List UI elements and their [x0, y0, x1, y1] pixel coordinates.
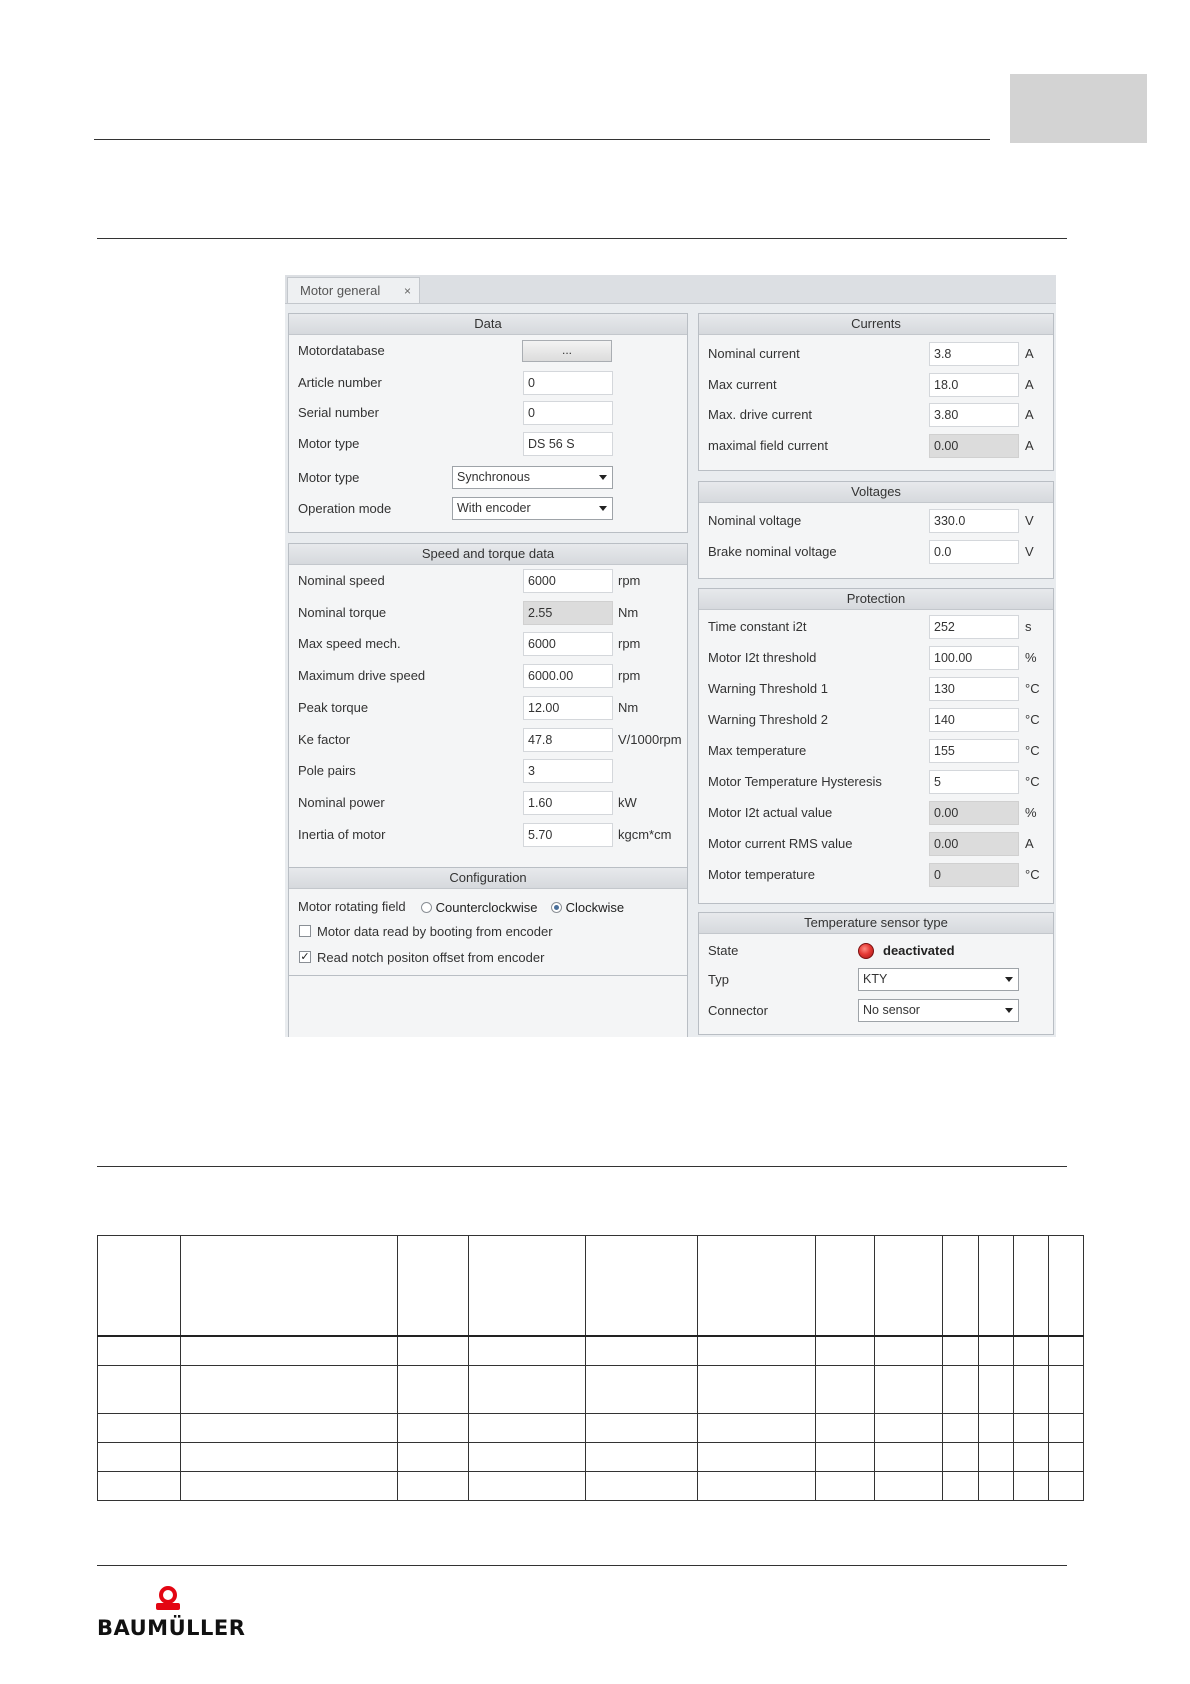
table-cell [816, 1414, 875, 1443]
table-header-cell [1049, 1236, 1084, 1337]
nominal-power-unit: kW [618, 794, 637, 810]
table-cell [181, 1414, 398, 1443]
table-cell [98, 1414, 181, 1443]
sensor-typ-dropdown[interactable] [858, 968, 1019, 991]
table-cell [979, 1336, 1014, 1366]
warning-threshold-2-field[interactable]: 140 [929, 708, 1019, 732]
chapter-tab-box [1010, 74, 1147, 143]
motor-temperature-unit: °C [1025, 867, 1040, 882]
motor-temperature-row [699, 862, 1053, 888]
max-current-field[interactable]: 18.0 [929, 373, 1019, 397]
max-temperature-label: Max temperature [708, 743, 807, 758]
peak-torque-row [289, 695, 687, 721]
warning-threshold-1-field[interactable]: 130 [929, 677, 1019, 701]
table-cell [943, 1366, 979, 1414]
motor-type-text-field[interactable]: DS 56 S [523, 432, 613, 456]
table-cell [1049, 1414, 1084, 1443]
brake-nominal-voltage-unit: V [1025, 544, 1034, 559]
nominal-speed-row [289, 568, 687, 594]
motor-temperature-hysteresis-label: Motor Temperature Hysteresis [708, 774, 882, 789]
sensor-state-label: State [708, 943, 739, 958]
table-cell [1014, 1443, 1049, 1472]
maximum-drive-speed-row [289, 663, 687, 689]
table-cell [979, 1443, 1014, 1472]
chevron-down-icon [1005, 977, 1013, 982]
nominal-speed-unit: rpm [618, 573, 641, 588]
table-cell [698, 1366, 816, 1414]
time-constant-i2t-field[interactable]: 252 [929, 615, 1019, 639]
motor-temperature-hysteresis-field[interactable]: 5 [929, 770, 1019, 794]
nominal-voltage-unit: V [1025, 513, 1034, 528]
baumuller-logo-icon [154, 1585, 182, 1613]
table-cell [586, 1336, 698, 1366]
operation-mode-row [289, 496, 687, 522]
warning-threshold-2-label: Warning Threshold 2 [708, 712, 828, 727]
operation-mode-dropdown-value: With encoder [457, 501, 531, 515]
time-constant-i2t-row [699, 614, 1053, 640]
status-led-icon [858, 943, 874, 959]
sensor-connector-label: Connector [708, 1003, 768, 1018]
table-cell [875, 1336, 943, 1366]
motor-type-select-label: Motor type [298, 470, 360, 485]
table-cell [469, 1472, 586, 1501]
table-cell [98, 1336, 181, 1366]
nominal-torque-field: 2.55 [523, 601, 613, 625]
table-cell [875, 1443, 943, 1472]
motordatabase-browse-button[interactable]: ... [522, 340, 612, 362]
table-cell [698, 1443, 816, 1472]
table-header-cell [816, 1236, 875, 1337]
table-cell [1049, 1443, 1084, 1472]
warning-threshold-2-unit: °C [1025, 712, 1040, 727]
chevron-down-icon [1005, 1008, 1013, 1013]
nominal-voltage-field[interactable]: 330.0 [929, 509, 1019, 533]
table-cell [181, 1443, 398, 1472]
warning-threshold-1-label: Warning Threshold 1 [708, 681, 828, 696]
footer-rule [97, 1565, 1067, 1566]
warning-threshold-1-unit: °C [1025, 681, 1040, 696]
table-header-cell [398, 1236, 469, 1337]
maximal-field-current-label: maximal field current [708, 438, 828, 454]
ccw-label: Counterclockwise [435, 900, 538, 915]
configuration-group-title: Configuration [289, 868, 687, 889]
table-cell [398, 1366, 469, 1414]
motor-i2t-threshold-field[interactable]: 100.00 [929, 646, 1019, 670]
motor-temperature-field: 0 [929, 863, 1019, 887]
table-header-cell [943, 1236, 979, 1337]
article-number-label: Article number [298, 375, 382, 390]
table-cell [98, 1443, 181, 1472]
table-row [98, 1414, 1084, 1443]
table-cell [1049, 1366, 1084, 1414]
cw-label: Clockwise [565, 900, 625, 915]
motor-type-text-row [289, 431, 687, 457]
table-cell [875, 1472, 943, 1501]
nominal-voltage-row [699, 508, 1053, 534]
protection-group-title: Protection [699, 589, 1053, 610]
maximal-field-current-field: 0.00 [929, 434, 1019, 458]
max-drive-current-field[interactable]: 3.80 [929, 403, 1019, 427]
table-cell [979, 1472, 1014, 1501]
table-header-cell [698, 1236, 816, 1337]
motor-type-text-label: Motor type [298, 436, 360, 451]
nominal-power-label: Nominal power [298, 794, 385, 810]
table-row [98, 1472, 1084, 1501]
tab-label: Motor general [300, 283, 381, 298]
table-cell [875, 1366, 943, 1414]
motor-i2t-actual-value-row [699, 800, 1053, 826]
warning-threshold-1-row [699, 676, 1053, 702]
cw-radio-option[interactable] [551, 900, 624, 915]
section-rule-top [97, 238, 1067, 239]
temperature-sensor-group [698, 912, 1054, 1035]
table-cell [943, 1443, 979, 1472]
sensor-typ-value: KTY [863, 972, 888, 986]
motor-i2t-actual-value-label: Motor I2t actual value [708, 805, 833, 820]
pole-pairs-field[interactable]: 3 [523, 759, 613, 783]
sensor-typ-row [699, 967, 1053, 993]
nominal-current-row [699, 341, 1053, 367]
table-cell [398, 1472, 469, 1501]
nominal-torque-row [289, 600, 687, 626]
table-row [98, 1336, 1084, 1366]
table-cell [816, 1366, 875, 1414]
chevron-down-icon [599, 506, 607, 511]
motor-i2t-threshold-unit: % [1025, 650, 1037, 665]
pole-pairs-row [289, 758, 687, 784]
table-cell [398, 1443, 469, 1472]
peak-torque-unit: Nm [618, 699, 639, 715]
peak-torque-label: Peak torque [298, 699, 369, 715]
table-cell [586, 1443, 698, 1472]
currents-group-title: Currents [699, 314, 1053, 335]
table-cell [1014, 1472, 1049, 1501]
motor-i2t-threshold-row [699, 645, 1053, 671]
table-row [98, 1366, 1084, 1414]
table-cell [816, 1443, 875, 1472]
ke-factor-row [289, 727, 687, 753]
motor-type-dropdown[interactable] [452, 466, 613, 489]
max-drive-current-row [699, 402, 1053, 428]
table-row [98, 1443, 1084, 1472]
table-cell [1049, 1336, 1084, 1366]
sensor-state-value: deactivated [883, 943, 955, 958]
motor-type-select-row [289, 465, 687, 491]
brand-logo-text: BAUMÜLLER [97, 1616, 246, 1640]
maximum-drive-speed-label: Maximum drive speed [298, 668, 426, 684]
table-cell [1049, 1472, 1084, 1501]
table-cell [979, 1366, 1014, 1414]
close-icon[interactable]: × [403, 284, 411, 298]
table-cell [469, 1443, 586, 1472]
brake-nominal-voltage-field[interactable]: 0.0 [929, 540, 1019, 564]
protection-group [698, 588, 1054, 904]
article-number-field[interactable]: 0 [523, 371, 613, 395]
max-temperature-field[interactable]: 155 [929, 739, 1019, 763]
max-current-row [699, 372, 1053, 398]
table-header-cell [1014, 1236, 1049, 1337]
data-group [288, 313, 688, 533]
table-header-cell [979, 1236, 1014, 1337]
table-cell [816, 1472, 875, 1501]
time-constant-i2t-unit: s [1025, 619, 1032, 634]
max-temperature-row [699, 738, 1053, 764]
operation-mode-label: Operation mode [298, 501, 392, 516]
nominal-speed-field[interactable]: 6000 [523, 569, 613, 593]
motor-general-screenshot [285, 275, 1056, 1037]
inertia-of-motor-unit: kgcm*cm [618, 826, 672, 842]
time-constant-i2t-label: Time constant i2t [708, 619, 807, 634]
table-header-cell [875, 1236, 943, 1337]
tab-motor-general[interactable] [287, 277, 420, 303]
maximum-drive-speed-unit: rpm [618, 668, 641, 684]
peak-torque-field[interactable]: 12.00 [523, 696, 613, 720]
table-cell [181, 1366, 398, 1414]
motor-i2t-actual-value-unit: % [1025, 805, 1037, 820]
motor-temperature-hysteresis-unit: °C [1025, 774, 1040, 789]
tab-bar [285, 275, 1056, 304]
ccw-radio[interactable] [421, 902, 432, 913]
pole-pairs-label: Pole pairs [298, 763, 356, 779]
table-header-row [98, 1236, 1084, 1337]
voltages-group [698, 481, 1054, 579]
brake-nominal-voltage-row [699, 539, 1053, 565]
ke-factor-field[interactable]: 47.8 [523, 728, 613, 752]
sensor-connector-dropdown[interactable] [858, 999, 1019, 1022]
table-cell [698, 1414, 816, 1443]
table-cell [181, 1336, 398, 1366]
max-drive-current-label: Max. drive current [708, 407, 813, 423]
rotating-field-row [289, 894, 687, 920]
sensor-typ-label: Typ [708, 972, 729, 987]
voltages-group-title: Voltages [699, 482, 1053, 503]
ke-factor-unit: V/1000rpm [618, 731, 682, 747]
sensor-connector-value: No sensor [863, 1003, 920, 1017]
check2-row [289, 945, 687, 971]
table-cell [98, 1366, 181, 1414]
motor-current-rms-value-label: Motor current RMS value [708, 836, 853, 851]
table-header-cell [181, 1236, 398, 1337]
table-cell [586, 1366, 698, 1414]
motor-type-dropdown-value: Synchronous [457, 470, 530, 484]
check1-row [289, 919, 687, 945]
ccw-radio-option[interactable] [421, 900, 538, 915]
nominal-power-row [289, 790, 687, 816]
header-rule [94, 139, 990, 140]
motordatabase-row [289, 338, 687, 364]
motor-current-rms-value-unit: A [1025, 836, 1034, 851]
read-notch-offset-checkbox[interactable]: ✓ [300, 951, 310, 963]
motor-data-boot-checkbox[interactable] [299, 925, 311, 937]
maximal-field-current-unit: A [1025, 438, 1034, 454]
temperature-sensor-group-title: Temperature sensor type [699, 913, 1053, 934]
table-cell [943, 1336, 979, 1366]
inertia-of-motor-label: Inertia of motor [298, 826, 386, 842]
max-temperature-unit: °C [1025, 743, 1040, 758]
motor-i2t-threshold-label: Motor I2t threshold [708, 650, 817, 665]
inertia-of-motor-row [289, 822, 687, 848]
nominal-current-unit: A [1025, 346, 1034, 361]
nominal-power-field[interactable]: 1.60 [523, 791, 613, 815]
nominal-torque-unit: Nm [618, 604, 639, 620]
table-cell [469, 1414, 586, 1443]
cw-radio[interactable] [551, 902, 562, 913]
table-cell [469, 1336, 586, 1366]
maximum-drive-speed-field[interactable]: 6000.00 [523, 664, 613, 688]
max-current-label: Max current [708, 376, 777, 392]
table-cell [1014, 1336, 1049, 1366]
serial-number-row [289, 400, 687, 426]
motor-temperature-hysteresis-row [699, 769, 1053, 795]
nominal-current-field[interactable]: 3.8 [929, 342, 1019, 366]
table-cell [979, 1414, 1014, 1443]
speed-torque-group-title: Speed and torque data [289, 544, 687, 565]
nominal-voltage-label: Nominal voltage [708, 513, 802, 528]
table-header-cell [98, 1236, 181, 1337]
motordatabase-label: Motordatabase [298, 343, 385, 358]
article-number-row [289, 370, 687, 396]
table-cell [98, 1472, 181, 1501]
table-cell [1014, 1414, 1049, 1443]
maximal-field-current-row [699, 433, 1053, 459]
table-cell [816, 1336, 875, 1366]
table-cell [698, 1472, 816, 1501]
motor-data-boot-label: Motor data read by booting from encoder [317, 924, 553, 939]
table-cell [1014, 1366, 1049, 1414]
table-cell [398, 1336, 469, 1366]
warning-threshold-2-row [699, 707, 1053, 733]
nominal-torque-label: Nominal torque [298, 604, 387, 620]
read-notch-offset-label: Read notch positon offset from encoder [317, 950, 545, 965]
nominal-speed-label: Nominal speed [298, 573, 385, 588]
max-current-unit: A [1025, 376, 1034, 392]
serial-number-label: Serial number [298, 405, 379, 420]
max-speed-mech-field[interactable]: 6000 [523, 632, 613, 656]
motor-temperature-label: Motor temperature [708, 867, 815, 882]
max-speed-mech-row [289, 631, 687, 657]
table-cell [181, 1472, 398, 1501]
serial-number-field[interactable]: 0 [523, 401, 613, 425]
table-cell [943, 1414, 979, 1443]
table-header-cell [586, 1236, 698, 1337]
max-drive-current-unit: A [1025, 407, 1034, 423]
ke-factor-label: Ke factor [298, 731, 351, 747]
operation-mode-dropdown[interactable] [452, 497, 613, 520]
table-cell [875, 1414, 943, 1443]
sensor-state-row [699, 938, 1053, 964]
configuration-group [288, 867, 688, 976]
rotating-field-label: Motor rotating field [298, 899, 406, 914]
max-speed-mech-unit: rpm [618, 636, 641, 652]
currents-group [698, 313, 1054, 471]
table-cell [698, 1336, 816, 1366]
sensor-connector-row [699, 998, 1053, 1024]
brake-nominal-voltage-label: Brake nominal voltage [708, 544, 837, 559]
section-rule-middle [97, 1166, 1067, 1167]
table-cell [398, 1414, 469, 1443]
inertia-of-motor-field[interactable]: 5.70 [523, 823, 613, 847]
parameter-table [97, 1235, 1084, 1501]
max-speed-mech-label: Max speed mech. [298, 636, 401, 652]
motor-i2t-actual-value-field: 0.00 [929, 801, 1019, 825]
data-group-title: Data [289, 314, 687, 335]
table-cell [586, 1414, 698, 1443]
motor-current-rms-value-row [699, 831, 1053, 857]
motor-current-rms-value-field: 0.00 [929, 832, 1019, 856]
table-header-cell [469, 1236, 586, 1337]
table-cell [586, 1472, 698, 1501]
table-cell [469, 1366, 586, 1414]
nominal-current-label: Nominal current [708, 346, 800, 361]
chevron-down-icon [599, 475, 607, 480]
table-cell [943, 1472, 979, 1501]
